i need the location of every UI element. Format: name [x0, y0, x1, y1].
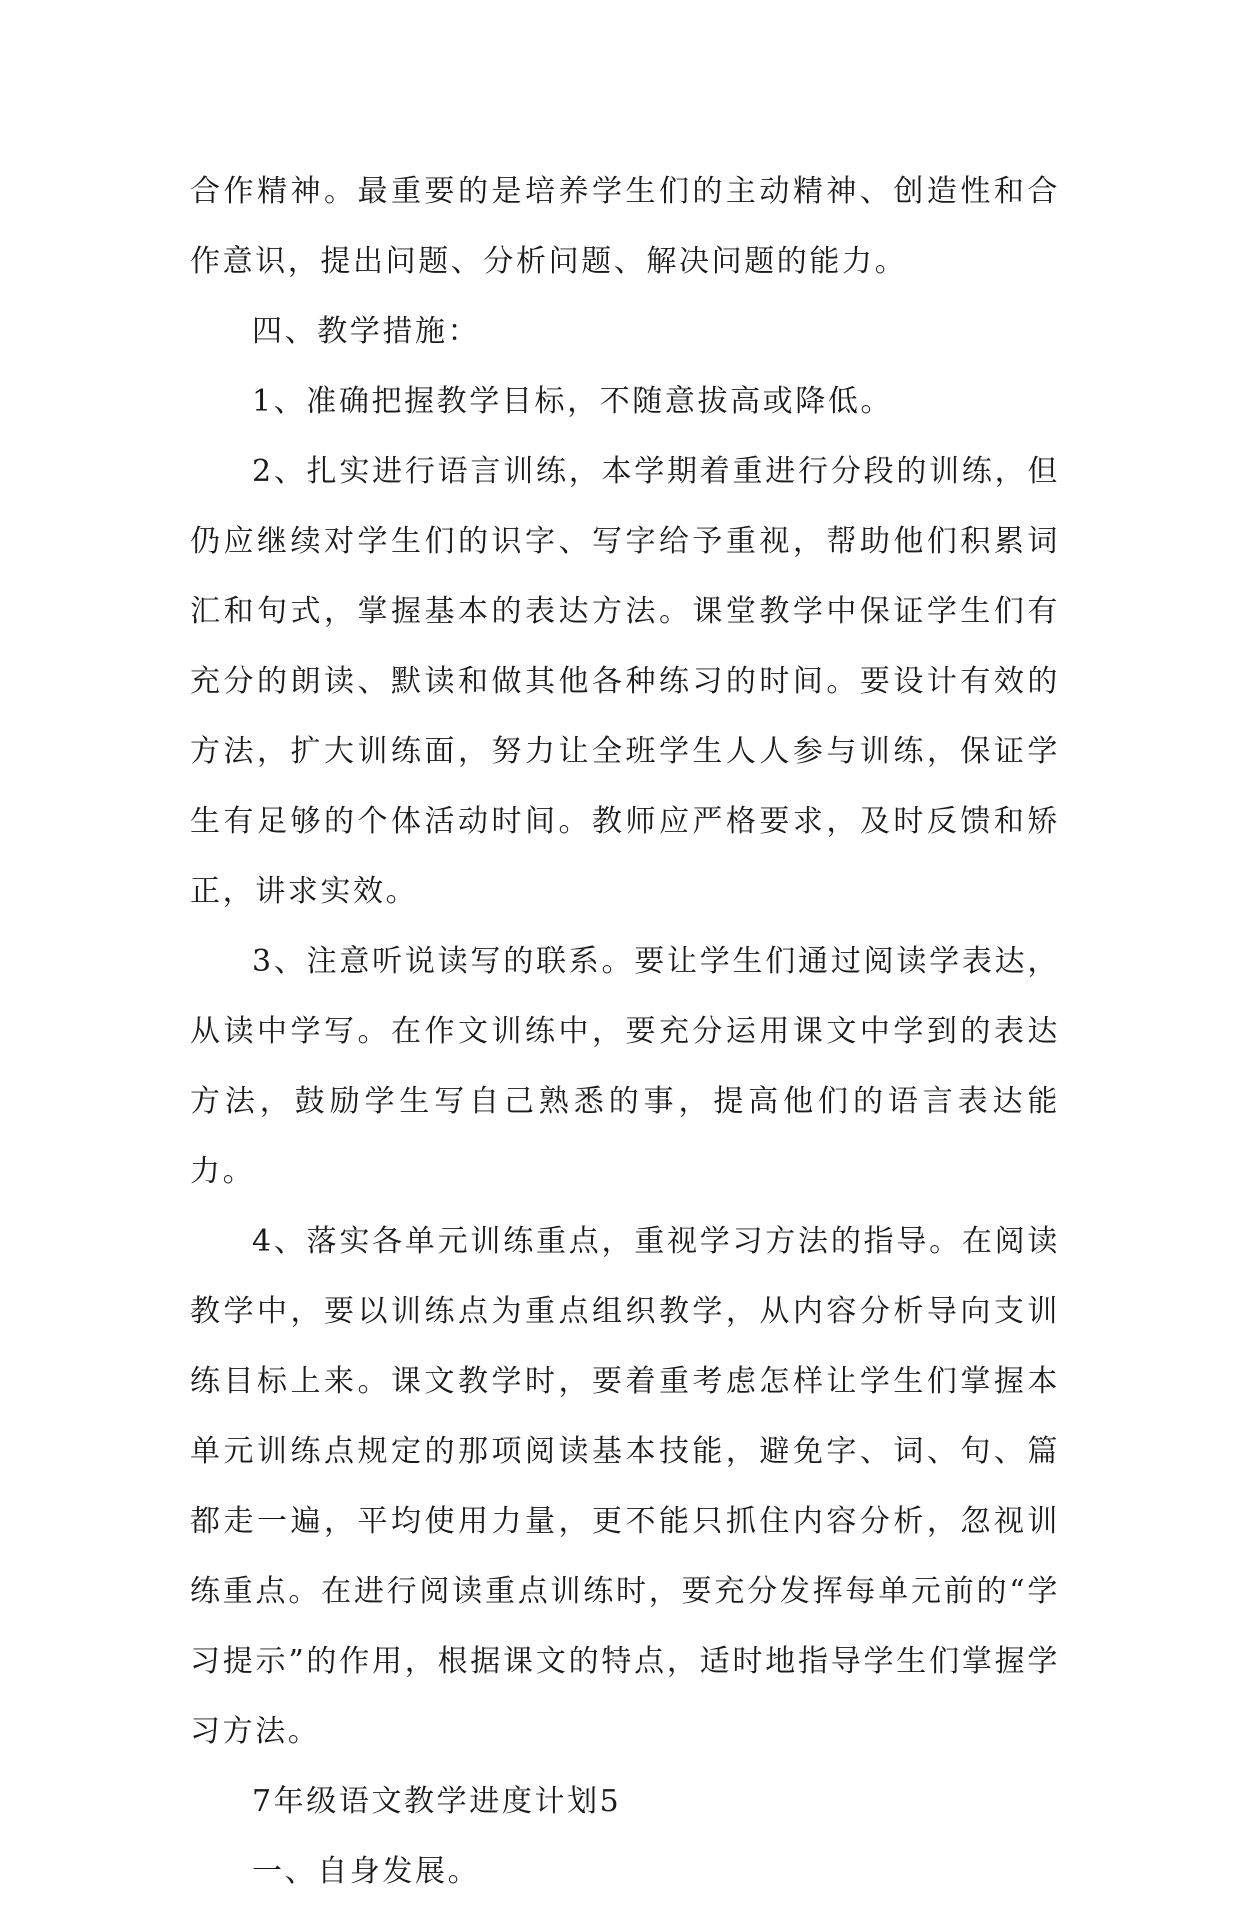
- section-heading-teaching-measures: 四、教学措施：: [252, 314, 481, 349]
- section-heading-self-development: 一、自身发展。: [252, 1854, 481, 1889]
- paragraph-continuation: 合作精神。最重要的是培养学生们的主动精神、创造性和合作意识，提出问题、分析问题、解决问题的能力。: [190, 174, 1060, 279]
- document-body: [190, 157, 1060, 1907]
- paragraph-item-3: 3、注意听说读写的联系。要让学生们通过阅读学表达，从读中学写。在作文训练中，要充分运用课文中学到的表达方法，鼓励学生写自己熟悉的事，提高他们的语言表达能力。: [190, 944, 1060, 1189]
- paragraph-item-4: 4、落实各单元训练重点，重视学习方法的指导。在阅读教学中，要以训练点为重点组织教学，从内容分析导向支训练目标上来。课文教学时，要着重考虑怎样让学生们掌握本单元训练点规定的那项阅读基本技能，避免字、词、句、篇都走一遍，平均使用力量，更不能只抓住内容分析，忽视训练重点。在进行阅读重点训练时，要充分发挥每单元前的“学习提示”的作用，根据课文的特点，适时地指导学生们掌握学习方法。: [190, 1224, 1060, 1749]
- paragraph-item-1: 1、准确把握教学目标，不随意拔高或降低。: [252, 384, 894, 419]
- paragraph-item-2: 2、扎实进行语言训练，本学期着重进行分段的训练，但仍应继续对学生们的识字、写字给予重视，帮助他们积累词汇和句式，掌握基本的表达方法。课堂教学中保证学生们有充分的朗读、默读和做其他各种练习的时间。要设计有效的方法，扩大训练面，努力让全班学生人人参与训练，保证学生有足够的个体活动时间。教师应严格要求，及时反馈和矫正，讲求实效。: [190, 454, 1060, 909]
- plan-title: 7年级语文教学进度计划5: [252, 1784, 622, 1819]
